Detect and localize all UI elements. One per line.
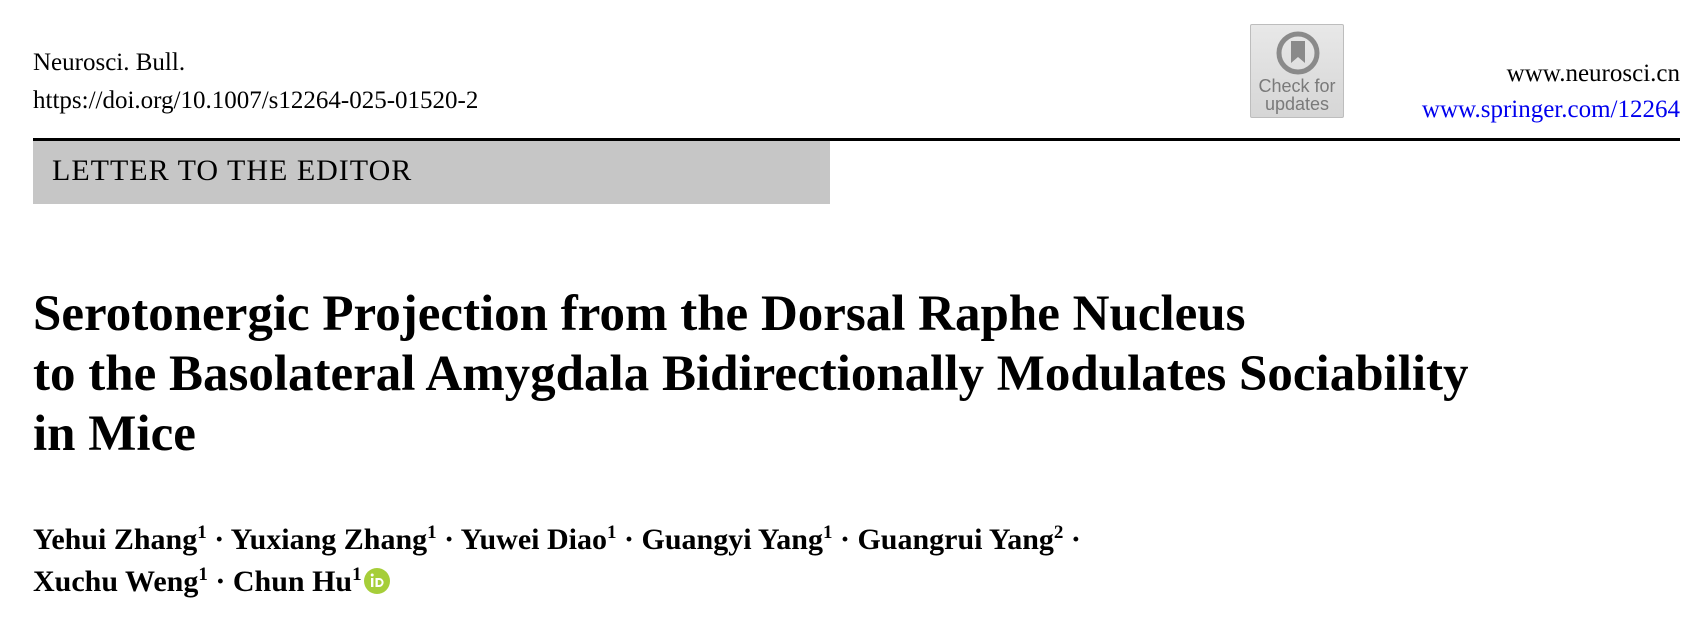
title-line-2: to the Basolateral Amygdala Bidirectionally Modulates Sociability [33,346,1469,402]
site-links [1422,56,1680,128]
author-affiliation: 1 [352,564,362,585]
author-affiliation: 1 [822,522,833,543]
site-springer-link[interactable]: www.springer.com/12264 [1421,96,1680,123]
orcid-icon[interactable] [364,568,390,594]
author-name[interactable]: Yuxiang Zhang [230,523,428,556]
section-label-bar [33,141,830,204]
author-separator: · [215,565,226,598]
author-affiliation: 1 [198,564,208,585]
author-name[interactable]: Yehui Zhang [33,523,198,556]
author-separator: · [214,523,225,556]
title-line-3: in Mice [33,406,196,462]
author-affiliation: 2 [1053,522,1064,543]
author-affiliation: 1 [427,522,437,543]
author-affiliation: 1 [606,522,617,543]
author-name[interactable]: Guangrui Yang [857,523,1054,556]
author-separator: · [839,523,850,556]
author-name[interactable]: Chun Hu [232,565,353,598]
author-affiliation: 1 [197,522,207,543]
section-label: LETTER TO THE EDITOR [52,154,413,187]
author-name[interactable]: Guangyi Yang [641,523,823,556]
site-neurosci[interactable]: www.neurosci.cn [1506,60,1680,87]
check-for-updates-badge[interactable] [1250,24,1344,118]
author-separator: · [623,523,634,556]
title-line-1: Serotonergic Projection from the Dorsal Raphe Nucleus [33,286,1246,342]
badge-text-line2: updates [1264,94,1330,114]
author-separator: · [444,523,455,556]
doi-link[interactable]: https://doi.org/10.1007/s12264-025-01520-2 [33,87,479,114]
badge-text-line1: Check for [1258,76,1336,96]
author-name[interactable]: Xuchu Weng [33,565,199,598]
author-name[interactable]: Yuwei Diao [460,523,607,556]
check-for-updates-icon [1275,30,1321,76]
author-list [33,519,1081,603]
author-line-2 [33,561,1081,603]
article-title [33,284,1633,464]
author-line-1 [33,519,1081,561]
author-separator: · [1070,523,1081,556]
journal-info [33,44,478,120]
journal-name: Neurosci. Bull. [33,49,186,76]
